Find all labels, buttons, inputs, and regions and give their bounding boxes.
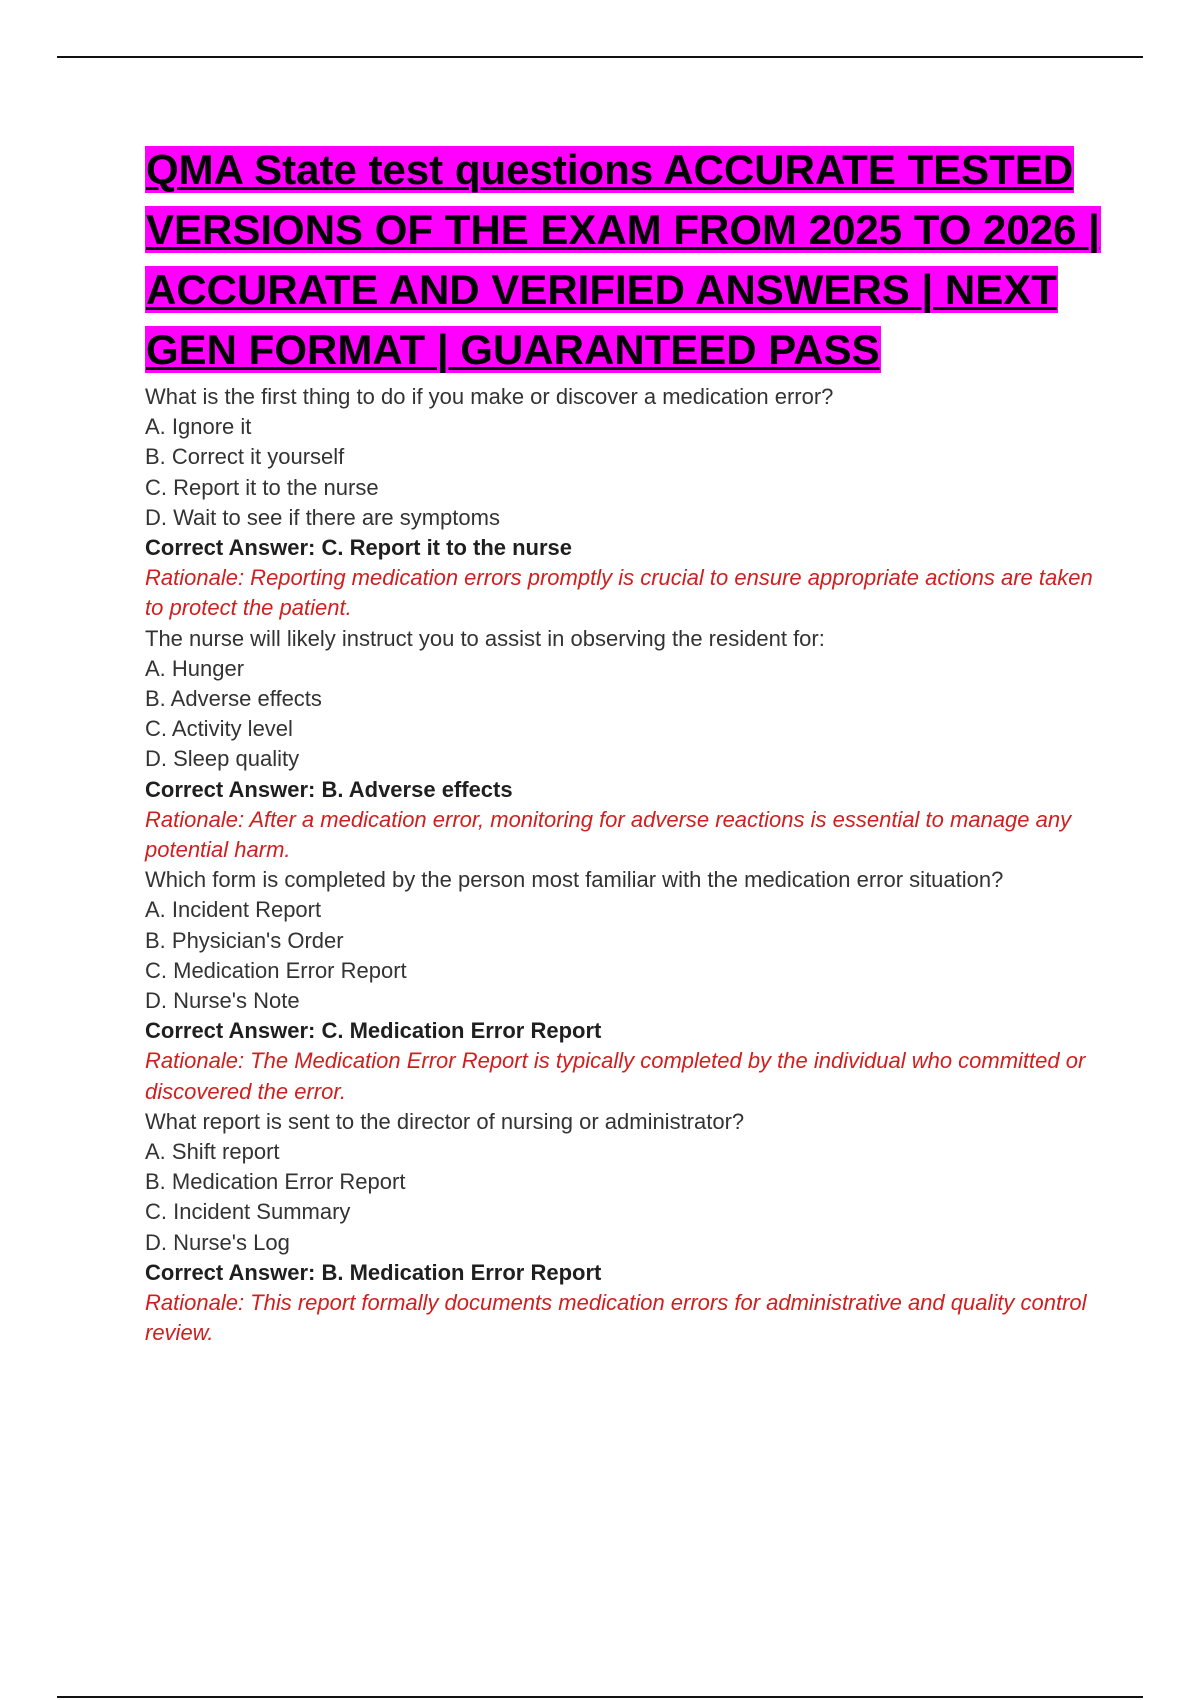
question-text: What is the first thing to do if you make or discover a medication error? xyxy=(145,384,834,409)
option-a: A. Incident Report xyxy=(145,897,322,923)
top-divider xyxy=(57,56,1143,58)
rationale-text: Rationale: Reporting medication errors promptly is crucial to ensure appropriate actions are taken to protect the patient. xyxy=(145,565,1093,621)
question-text: What report is sent to the director of nursing or administrator? xyxy=(145,1108,745,1134)
option-b: B. Correct it yourself xyxy=(145,444,345,470)
option-a: A. Shift report xyxy=(145,1139,280,1165)
page-content xyxy=(145,140,1105,1349)
option-c: C. Medication Error Report xyxy=(145,957,407,983)
correct-answer: Correct Answer: B. Medication Error Report xyxy=(145,1259,602,1285)
option-d: D. Nurse's Log xyxy=(145,1229,290,1255)
option-a: A. Ignore it xyxy=(145,414,252,440)
option-c: C. Activity level xyxy=(145,716,293,742)
question-block-3 xyxy=(145,865,1105,1107)
rationale-text: Rationale: After a medication error, monitoring for adverse reactions is essential to manage any potential harm. xyxy=(145,806,1072,863)
option-c: C. Report it to the nurse xyxy=(145,474,379,500)
document-title xyxy=(145,140,1105,380)
question-block-4 xyxy=(145,1107,1105,1349)
correct-answer: Correct Answer: C. Medication Error Report xyxy=(145,1018,602,1044)
correct-answer: Correct Answer: B. Adverse effects xyxy=(145,776,513,802)
question-block-2 xyxy=(145,624,1105,866)
question-block-1 xyxy=(145,382,1105,624)
option-b: B. Adverse effects xyxy=(145,686,322,712)
option-b: B. Medication Error Report xyxy=(145,1169,406,1195)
title-highlight: QMA State test questions ACCURATE TESTED VERSIONS OF THE EXAM FROM 2025 TO 2026 | ACCURATE AND VERIFIED ANSWERS | NEXT GEN FORMAT | GUARANTEED PASS xyxy=(146,146,1100,373)
correct-answer: Correct Answer: C. Report it to the nurse xyxy=(145,535,573,561)
option-d: D. Wait to see if there are symptoms xyxy=(145,504,500,530)
option-c: C. Incident Summary xyxy=(145,1199,351,1225)
option-b: B. Physician's Order xyxy=(145,927,344,953)
question-text: The nurse will likely instruct you to assist in observing the resident for: xyxy=(145,625,825,651)
rationale-text: Rationale: The Medication Error Report is typically completed by the individual who committed or discovered the error. xyxy=(145,1048,1086,1104)
option-d: D. Sleep quality xyxy=(145,746,300,772)
option-d: D. Nurse's Note xyxy=(145,988,300,1014)
rationale-text: Rationale: This report formally documents medication errors for administrative and quality control review. xyxy=(145,1290,1087,1346)
option-a: A. Hunger xyxy=(145,655,245,681)
question-text: Which form is completed by the person most familiar with the medication error situation? xyxy=(145,867,1004,893)
bottom-divider xyxy=(57,1696,1143,1698)
